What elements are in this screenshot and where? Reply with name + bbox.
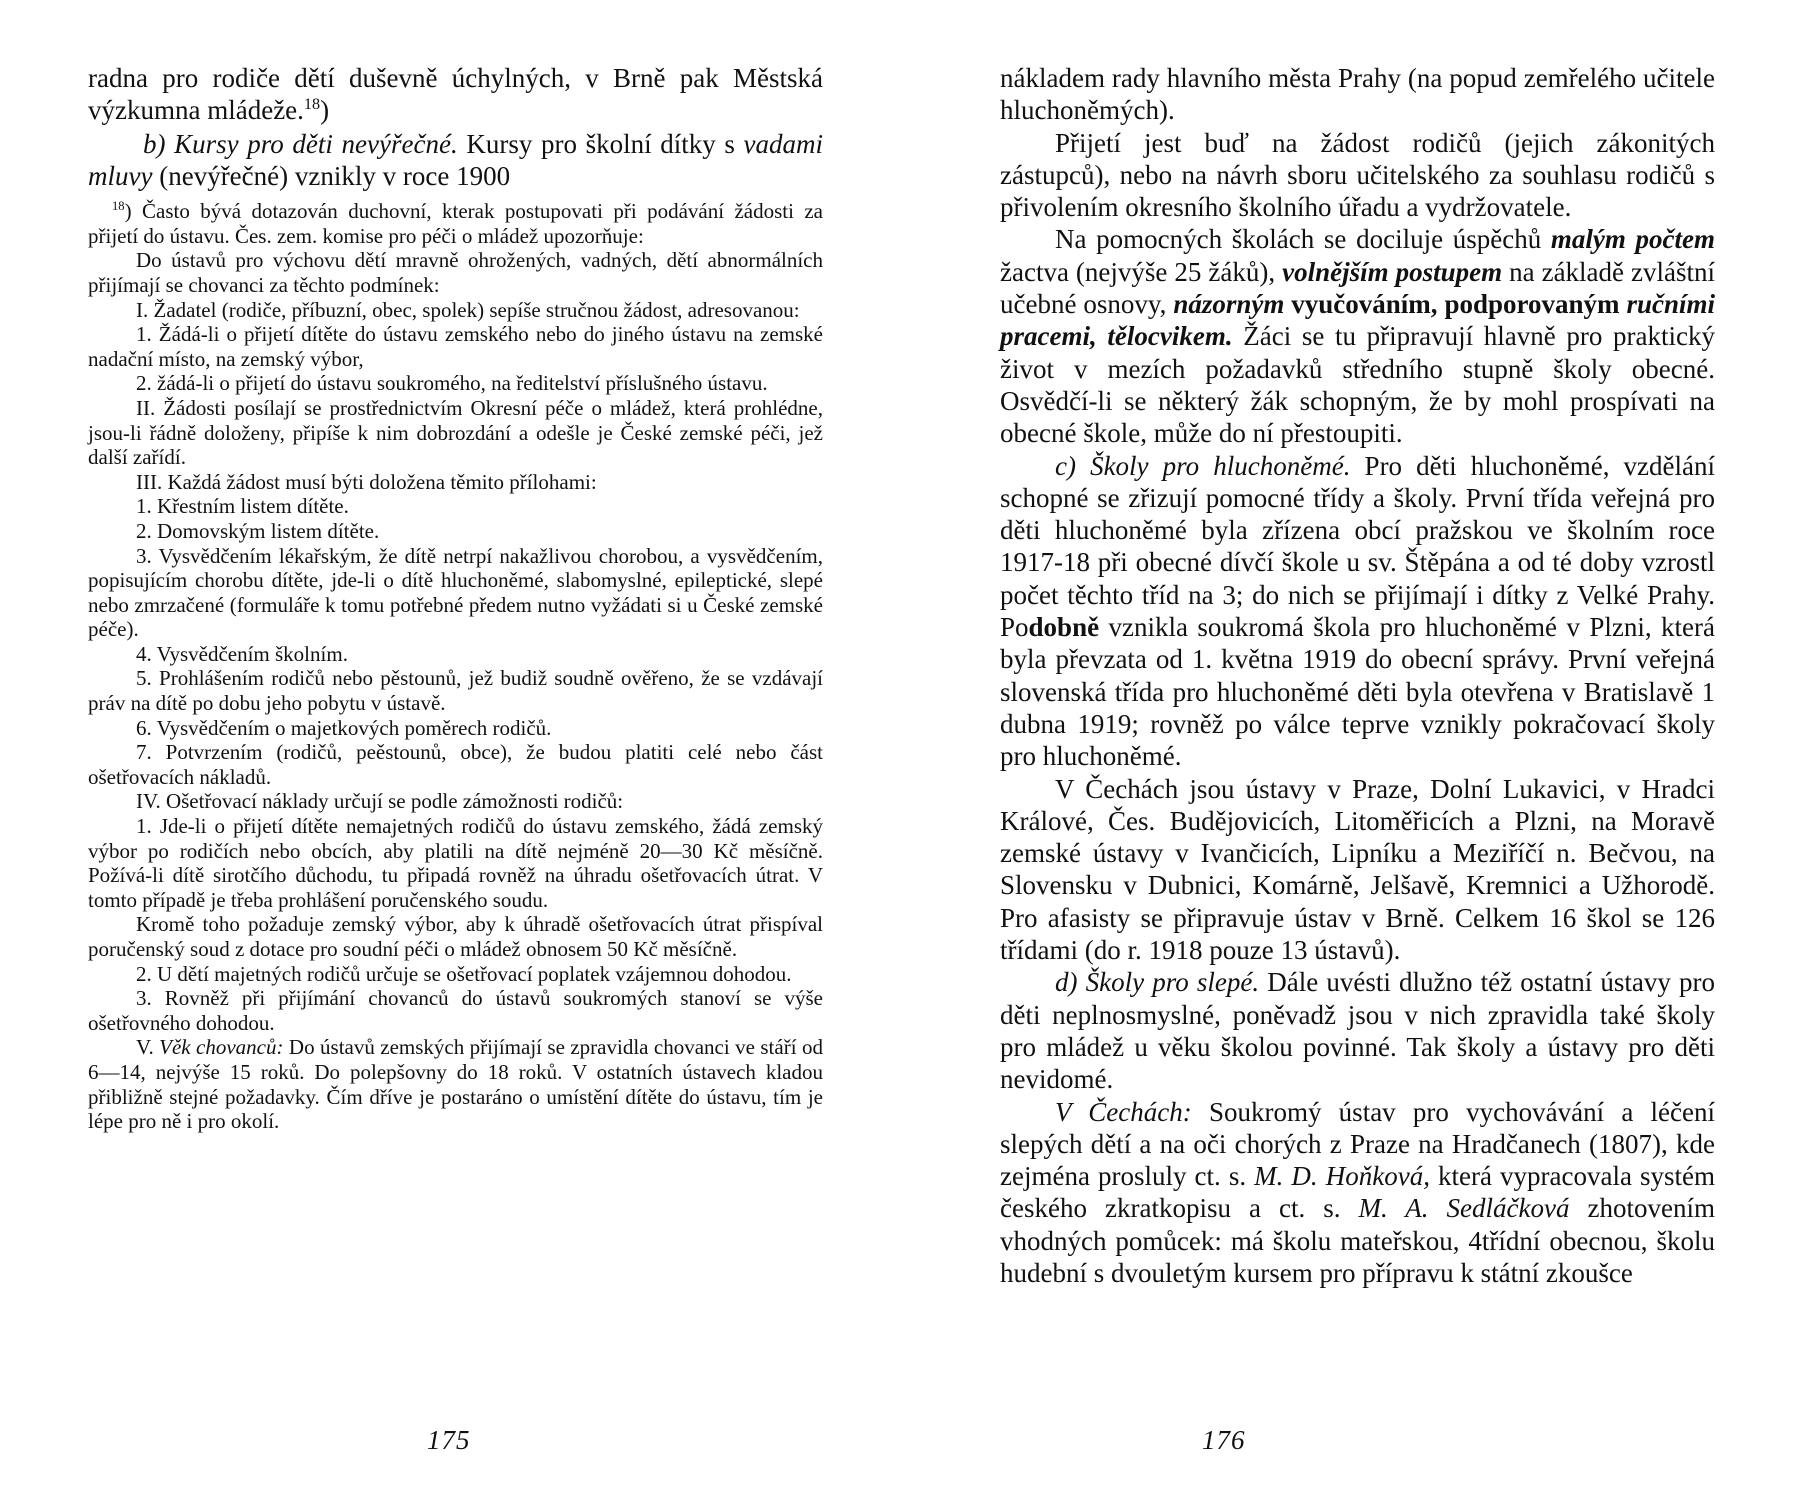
footnote-line: 1. Žádá-li o přijetí dítěte do ústavu zemského nebo do jiného ústavu na zemské nadační místo, na zemský výbor,: [88, 322, 823, 371]
paragraph-blind-schools: [1000, 966, 1715, 1095]
footnote-line: 2. U dětí majetných rodičů určuje se ošetřovací poplatek vzájemnou dohodou.: [136, 961, 792, 986]
footnote-line: 1. Jde-li o přijetí dítěte nemajetných rodičů do ústavu zemského, žádá zemský výbor po rodičích nebo obcích, aby platili na dítě nejméně 20—30 Kč měsíčně. Požívá-li dítě sirotčího důchodu, tu připadá rovněž na úhradu ošetřovacích útrat. V tomto případě je třeba prohlášení poručenského soudu.: [88, 814, 823, 912]
paragraph-bohemia: [1000, 1096, 1715, 1290]
paragraph-institutions: V Čechách jsou ústavy v Praze, Dolní Lukavici, v Hradci Králové, Čes. Budějovicích, Litoměřicích a Plzni, na Moravě zemské ústavy v Ivančicích, Lipníku a Meziříčí n. Bečvou, na Slovensku v Dubnici, Komárně, Jelšavě, Kremnici a Užhorodě. Pro afasisty se připravuje ústav v Brně. Celkem 16 škol se 126 třídami (do r. 1918 pouze 13 ústavů).: [1000, 773, 1715, 966]
kursy-text-a: Kursy pro školní dítky s: [457, 128, 744, 159]
footnote-line: Kromě toho požaduje zemský výbor, aby k úhradě ošetřovacích útrat přispíval poručenský soud z dotace pro soudní péči o mládež obnosem 50 Kč měsíčně.: [88, 912, 823, 961]
section-heading-deaf: c) Školy pro hluchoněmé.: [1055, 450, 1351, 481]
deaf-text-b: vznikla soukromá škola pro hluchoněmé v Plzni, která byla převzata od 1. května 1919 do obecní správy. První veřejná slovenská třída pro hluchoněmé děti byla otevřena v Bratislavě 1 dubna 1919; rovněž po válce teprve vznikly pokračovací školy pro hluchoněmé.: [1000, 612, 1715, 772]
footnote-line: 1. Křestním listem dítěte.: [136, 494, 349, 519]
footnote-line: 2. žádá-li o přijetí do ústavu soukromého, na ředitelství příslušného ústavu.: [136, 371, 768, 396]
aux-emph-2: volnějším postupem: [1282, 256, 1503, 287]
right-page: [905, 0, 1810, 1500]
section-heading-kursy: b) Kursy pro děti nevýřečné.: [143, 128, 458, 159]
footnote-line: IV. Ošetřovací náklady určují se podle zámožnosti rodičů:: [136, 789, 624, 814]
paragraph-auxiliary-schools: [1000, 223, 1715, 449]
footnote-line: Do ústavů pro výchovu dětí mravně ohrožených, vadných, dětí abnormálních přijímají se chovanci za těchto podmínek:: [88, 248, 823, 297]
bohemia-text-c: zhotovením vhodných pomůcek: má školu mateřskou, 4třídní obecnou, školu hudební s dvouletým kursem pro přípravu k státní zkoušce: [1000, 1193, 1715, 1288]
footnote-line: 7. Potvrzením (rodičů, peěstounů, obce), že budou platiti celé nebo část ošetřovacích nákladů.: [88, 740, 823, 789]
blind-text: Dále uvésti dlužno též ostatní ústavy pro děti neplnosmyslné, poněvadž jsou v nich zpravidla také školy pro mládež u věku školou povinné. Tak školy a ústavy pro děti nevidomé.: [1000, 967, 1715, 1095]
footnote-block: [88, 199, 823, 1134]
footnote-mark: 18: [112, 199, 125, 214]
paragraph-continuation: nákladem rady hlavního města Prahy (na popud zemřelého učitele hluchoněmých).: [1000, 63, 1715, 126]
paragraph-kursy: [88, 128, 823, 193]
left-text-column: [88, 62, 823, 1134]
aux-emph-1: malým počtem: [1550, 224, 1715, 255]
paragraph-admission: Přijetí jest buď na žádost rodičů (jejich zákonitých zástupců), nebo na návrh sboru učitelského za souhlasu rodičů s přivolením okresního školního úřadu a vydržovatele.: [1000, 127, 1715, 223]
aux-text-b: žactva (nejvýše 25 žáků),: [1000, 256, 1283, 287]
paragraph-intro: [88, 62, 823, 127]
bohemia-text-a: Soukromý ústav pro vychovávání a léčení slepých dětí a na oči chorých z Praze na Hradčanech (1807), kde zejména prosluly ct. s.: [1000, 1096, 1715, 1192]
bohemia-heading: V Čechách:: [1055, 1096, 1192, 1127]
aux-bold-1: vyučováním, podporovaným: [1284, 289, 1627, 320]
footnote-line: 2. Domovským listem dítěte.: [136, 518, 380, 543]
footnote-line: I. Žadatel (rodiče, příbuzní, obec, spolek) sepíše stručnou žádost, adresovanou:: [136, 297, 800, 322]
kursy-italic: vadami mluvy: [88, 128, 824, 191]
footnote-line: 6. Vysvědčením o majetkových poměrech rodičů.: [136, 715, 552, 740]
aux-emph-4: ručními pracemi, tělocvikem.: [1000, 289, 1715, 352]
section-heading-blind: d) Školy pro slepé.: [1055, 967, 1260, 998]
intro-text: radna pro rodiče dětí duševně úchylných, v Brně pak Městská výzkumna mládeže.: [88, 63, 823, 126]
kursy-text-b: (nevýřečné) vznikly v roce 1900: [152, 160, 511, 191]
footnote-line: 3. Vysvědčením lékařským, že dítě netrpí nakažlivou chorobou, a vysvědčením, popisujícím chorobu dítěte, jde-li o dítě hluchoněmé, slabomyslné, epileptické, slepé nebo zmrzačené (formuláře k tomu potřebné předem nutno vyžádati si u České zemské péče).: [88, 543, 823, 642]
footnote-reference: 18: [303, 95, 321, 114]
aux-text-d: Žáci se tu připravují hlavně pro praktický život v mezích požadavků středního stupně školy obecné. Osvědčí-li se některý žák schopným, že by mohl prospívati na obecné škole, může do ní přestoupiti.: [1000, 321, 1715, 449]
age-head: V.: [136, 1035, 160, 1060]
right-text-column: [1000, 62, 1715, 1289]
bohemia-text-b: která vypracovala systém českého zkratkopisu a ct. s.: [1000, 1161, 1715, 1224]
footnote-line: II. Žádosti posílají se prostřednictvím Okresní péče o mládež, která prohlédne, jsou-li řádně doloženy, připíše k nim dobrozdání a odešle je České zemské péči, jež další zařídí.: [88, 395, 823, 470]
person-name-1: M. D. Hoňková,: [1254, 1161, 1430, 1192]
page-number: 175: [427, 1425, 471, 1455]
deaf-bold: dobně: [1028, 612, 1100, 643]
aux-emph-3: názorným: [1173, 289, 1285, 320]
footnote-line-age: [88, 1035, 823, 1133]
footnote-line: 3. Rovněž při přijímání chovanců do ústavů soukromých stanoví se výše ošetřovného dohodou.: [88, 986, 823, 1035]
footnote-text: ) Často bývá dotazován duchovní, kterak postupovati při podávání žádosti za přijetí do ústavu. Čes. zem. komise pro péči o mládež upozorňuje:: [88, 199, 823, 248]
person-name-2: M. A. Sedláčková: [1358, 1193, 1570, 1224]
paragraph-deaf-schools: [1000, 450, 1715, 773]
age-italic: Věk chovanců:: [159, 1035, 284, 1060]
footnote-line: 4. Vysvědčením školním.: [136, 641, 348, 666]
age-text: Do ústavů zemských přijímají se zpravidla chovanci ve stáří od 6—14, nejvýše 15 roků. Do polepšovny do 18 roků. V ostatních ústavech kladou přibližně stejné požadavky. Čím dříve je postaráno o umístění dítěte do ústavu, tím je lépe pro ně i pro okolí.: [88, 1035, 823, 1134]
deaf-text-a: Pro děti hluchoněmé, vzdělání schopné se zřizují pomocné třídy a školy. První třída veřejná pro děti hluchoněmé byla zřízena obcí pražskou ve školním roce 1917-18 při obecné dívčí škole u sv. Štěpána a od té doby vzrostl počet těchto tříd na 3; do nich se přijímají i dítky z Velké Prahy. Po: [1000, 450, 1715, 643]
aux-text-c: na základě zvláštní učebné osnovy,: [1000, 256, 1715, 320]
aux-text-a: Na pomocných školách se dociluje úspěchů: [1055, 224, 1551, 255]
footnote-intro: [88, 199, 823, 248]
intro-close: ): [320, 95, 330, 126]
footnote-line: III. Každá žádost musí býti doložena těmito přílohami:: [136, 469, 597, 494]
footnote-line: 5. Prohlášením rodičů nebo pěstounů, jež budiž soudně ověřeno, že se vzdávají práv na dítě po dobu jeho pobytu v ústavě.: [88, 666, 823, 716]
page-number: 176: [1202, 1425, 1246, 1455]
